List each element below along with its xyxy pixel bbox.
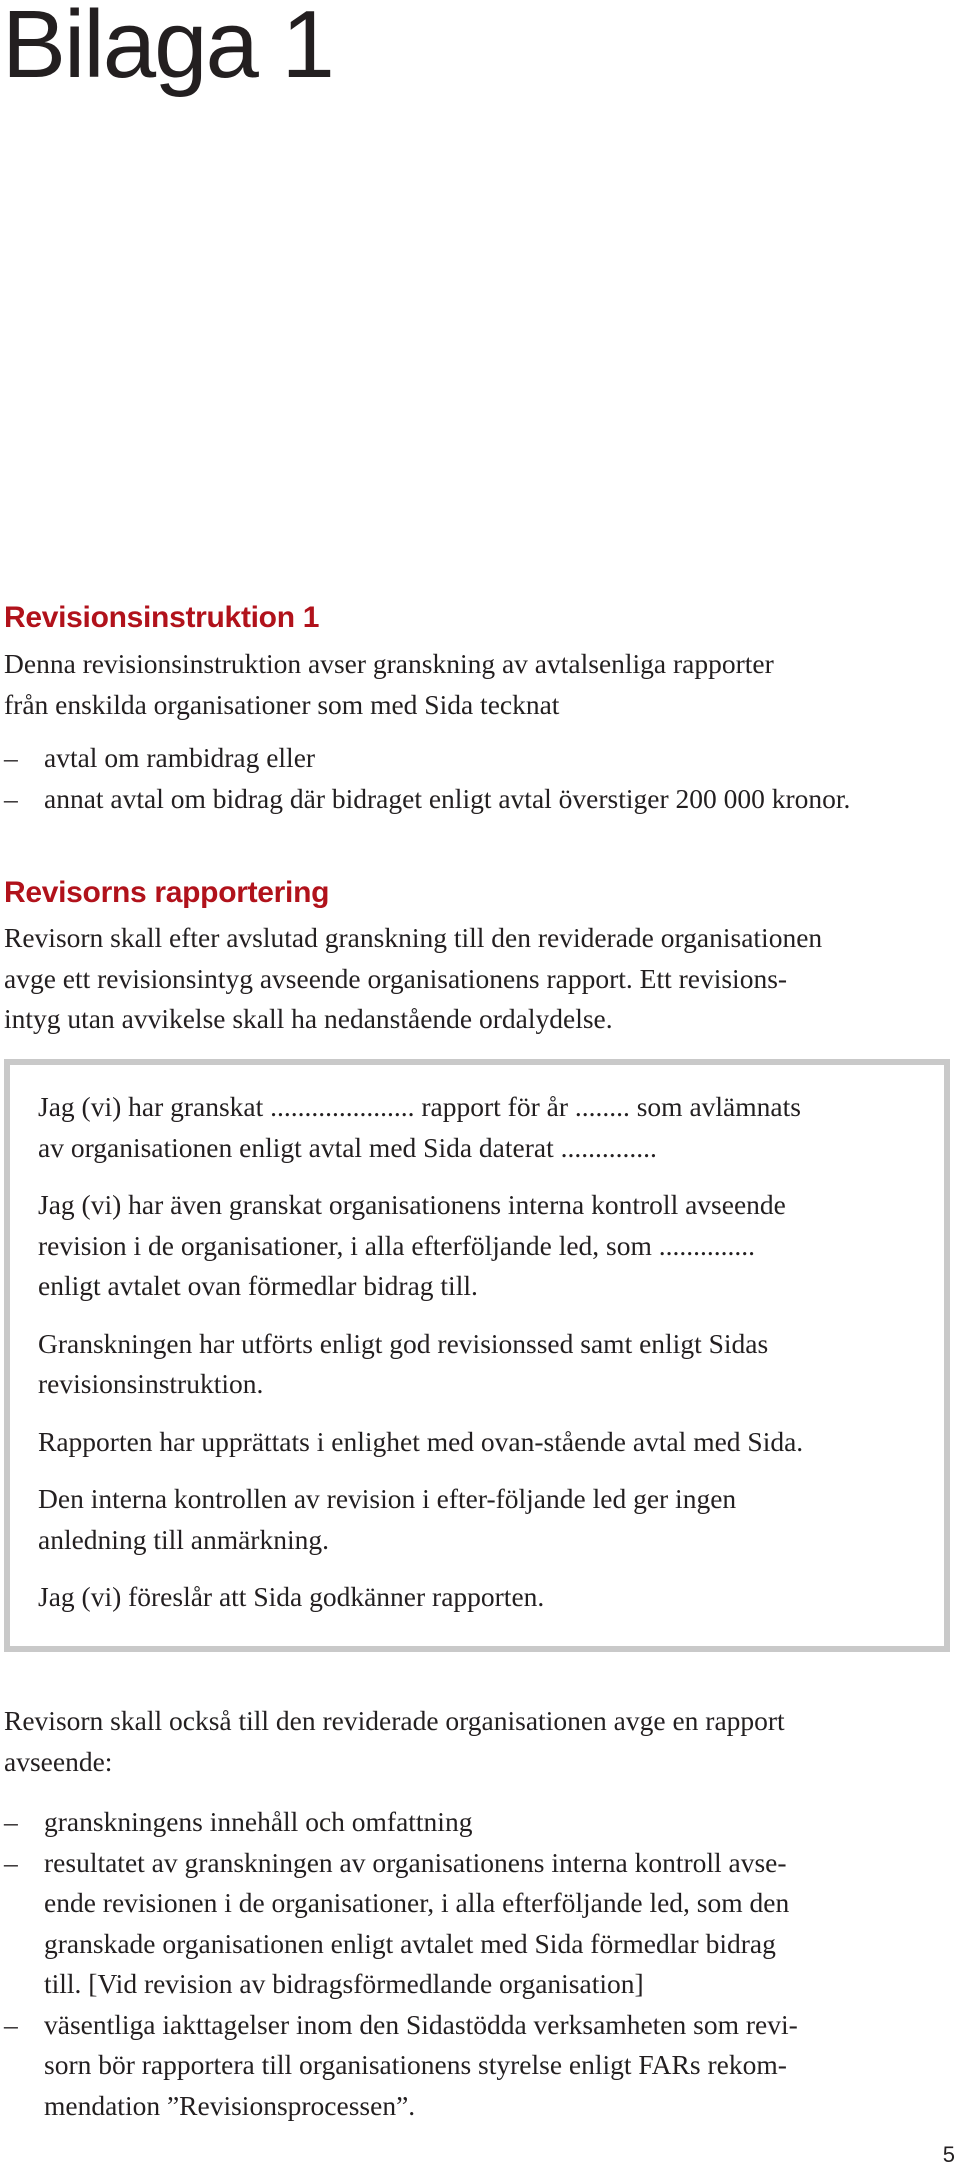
list-item-text: mendation ”Revisionsprocessen”. bbox=[44, 2089, 416, 2121]
section-heading-revisorns-rapportering: Revisorns rapportering bbox=[4, 876, 330, 909]
list-item-text: väsentliga iakttagelser inom den Sidastödda verksamheten som revi- bbox=[44, 2008, 798, 2040]
list-item-text: granskade organisationen enligt avtalet med Sida förmedlar bidrag bbox=[44, 1927, 776, 1959]
body-line: av organisationen enligt avtal med Sida daterat .............. bbox=[38, 1131, 657, 1163]
body-line: enligt avtalet ovan förmedlar bidrag till. bbox=[38, 1270, 478, 1301]
body-line: Revisorn skall också till den reviderade organisationen avge en rapport bbox=[4, 1705, 785, 1736]
list-item-text: granskningens innehåll och omfattning bbox=[44, 1806, 473, 1837]
page-title: Bilaga 1 bbox=[2, 0, 333, 98]
body-line: intyg utan avvikelse skall ha nedanstående ordalydelse. bbox=[4, 1003, 613, 1034]
list-item-text: till. [Vid revision av bidragsförmedlande organisation] bbox=[44, 1968, 644, 1999]
body-line: Denna revisionsinstruktion avser granskning av avtalsenliga rapporter bbox=[4, 648, 774, 679]
body-line: Rapporten har upprättats i enlighet med ovan-stående avtal med Sida. bbox=[38, 1425, 804, 1457]
body-line: Jag (vi) har även granskat organisationens interna kontroll avseende bbox=[38, 1189, 786, 1220]
body-line: Granskningen har utförts enligt god revisionssed samt enligt Sidas bbox=[38, 1327, 769, 1359]
page-number: 5 bbox=[942, 2142, 955, 2167]
body-line: avge ett revisionsintyg avseende organisationens rapport. Ett revisions- bbox=[4, 962, 788, 994]
list-item bbox=[4, 2005, 944, 2127]
list-item-text: annat avtal om bidrag där bidraget enligt avtal överstiger 200 000 kronor. bbox=[44, 782, 851, 814]
list-item-text: ende revisionen i de organisationer, i alla efterföljande led, som den bbox=[44, 1887, 790, 1918]
body-line: revision i de organisationer, i alla efterföljande led, som .............. bbox=[38, 1229, 756, 1261]
certificate-paragraph bbox=[38, 1422, 938, 1463]
list-item bbox=[4, 1843, 944, 2005]
body-line: Revisorn skall efter avslutad granskning till den reviderade organisationen bbox=[4, 922, 823, 953]
body-line: Jag (vi) har granskat ..................... rapport för år ........ som avlämnats bbox=[38, 1091, 801, 1122]
dash-bullet: – bbox=[4, 1846, 18, 1878]
dash-bullet: – bbox=[4, 2008, 18, 2040]
certificate-paragraph bbox=[38, 1324, 938, 1405]
body-line: avseende: bbox=[4, 1745, 113, 1777]
section1-body bbox=[4, 644, 944, 819]
list-item-text: avtal om rambidrag eller bbox=[44, 742, 316, 773]
dash-bullet: – bbox=[4, 782, 18, 814]
body-line: från enskilda organisationer som med Sida tecknat bbox=[4, 688, 560, 720]
certificate-text bbox=[38, 1087, 938, 1635]
body-line: Jag (vi) föreslår att Sida godkänner rapporten. bbox=[38, 1581, 545, 1612]
list-item bbox=[4, 1802, 944, 1843]
section2-body bbox=[4, 918, 944, 1040]
list-item-text: resultatet av granskningen av organisationens interna kontroll avse- bbox=[44, 1846, 787, 1878]
section3-body bbox=[4, 1701, 944, 2126]
certificate-paragraph bbox=[38, 1577, 938, 1618]
audit-certificate-box bbox=[4, 1059, 950, 1652]
body-line: Den interna kontrollen av revision i efter-följande led ger ingen bbox=[38, 1483, 737, 1514]
body-line: revisionsinstruktion. bbox=[38, 1368, 264, 1399]
dash-bullet: – bbox=[4, 1806, 18, 1837]
list-item-text: sorn bör rapportera till organisationens styrelse enligt FARs rekom- bbox=[44, 2049, 787, 2080]
body-line: anledning till anmärkning. bbox=[38, 1523, 329, 1555]
dash-bullet: – bbox=[4, 742, 18, 773]
list-item bbox=[4, 738, 944, 779]
certificate-paragraph bbox=[38, 1087, 938, 1168]
certificate-paragraph bbox=[38, 1185, 938, 1307]
certificate-paragraph bbox=[38, 1479, 938, 1560]
list-item bbox=[4, 779, 944, 820]
section-heading-revisionsinstruktion: Revisionsinstruktion 1 bbox=[4, 601, 320, 634]
